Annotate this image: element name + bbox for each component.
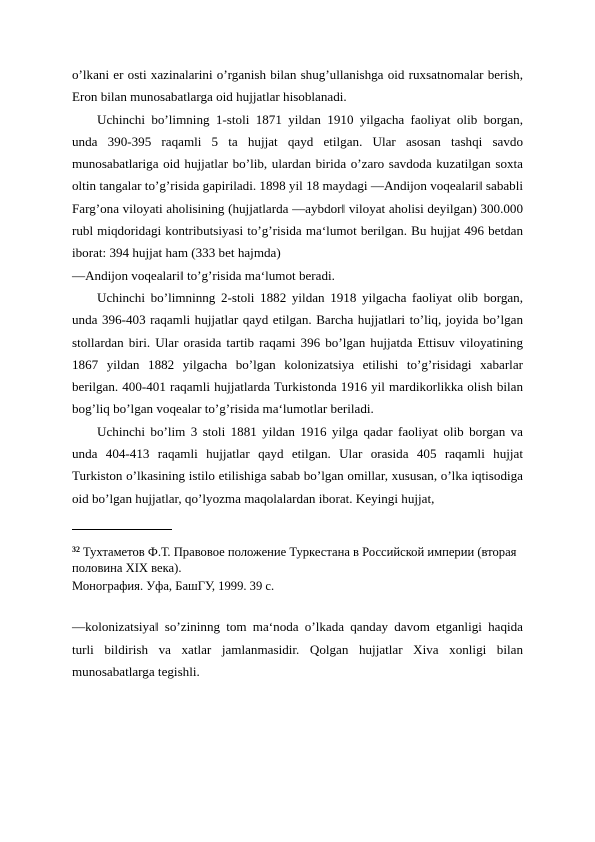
footnote (72, 542, 523, 577)
footnote-line2: Монография. Уфа, БашГУ, 1999. 39 с. (72, 578, 275, 593)
footnote-text: Тухтаметов Ф.Т. Правовое положение Туркестана в Российской империи (вторая половина XIX века). (72, 544, 517, 575)
paragraph-after-footnote: ―kolonizatsiya‖ so’zininng tom ma‘noda o’lkada qanday davom etganligi haqida turli bildirish va xatlar jamlanmasidir. Qolgan hujjatlar Xiva xonligi bilan munosabatlarga tegishli. (72, 619, 523, 679)
paragraph-section3-table1: Uchinchi bo’limning 1-stoli 1871 yildan 1910 yilgacha faoliyat olib borgan, unda 390-395 raqamli 5 ta hujjat qayd etilgan. Ular asosan tashqi savdo munosabatlariga oid hujjatlar bo’lib, ulardan birida o’zaro savdoda kuzatilgan soxta oltin tangalar to’g’risida gapiriladi. 1898 yil 18 maydagi ―Andijon voqealari‖ sababli Farg’ona viloyati aholisining (hujjatlarda ―aybdor‖ viloyat aholisi deyilgan) 300.000 rubl miqdoridagi kontributsiyasi to’g’risida ma‘lumot berilgan. Bu hujjat 496 betdan iborat: 394 hujjat ham (333 bet hajmda) (72, 111, 523, 261)
paragraph-section3-table2: Uchinchi bo’limninng 2-stoli 1882 yildan 1918 yilgacha faoliyat olib borgan, unda 396-403 raqamli hujjatlar qayd etilgan. Barcha hujjatlari to’liq, joyida bo’lgan stollardan biri. Ular orasida tartib raqami 396 bo’lgan hujjatda Ettisuv viloyatining 1867 yildan 1882 yilgacha bo’lgan kolonizatsiya etilishi to’g’risidagi xabarlar berilgan. 400-401 raqamli hujjatlarda Turkistonda 1916 yil mardikorlikka olish bilan bog’liq bo’lgan voqealar to’g’risida ma‘lumotlar beriladi. (72, 289, 523, 417)
paragraph-section3-table3: Uchinchi bo’lim 3 stoli 1881 yildan 1916 yilga qadar faoliyat olib borgan va unda 404-413 raqamli hujjatlar qayd etilgan. Ular orasida 405 raqamli hujjat Turkiston o’lkasining istilo etilishiga sabab bo’lgan omillar, xususan, o’lka iqtisodiga oid bo’lgan hujjatlar, qo’lyozma maqolalardan iborat. Keyingi hujjat, (72, 423, 523, 506)
footnote-number: 32 (72, 544, 80, 554)
footnote-divider (72, 529, 172, 530)
document-page (72, 64, 523, 683)
paragraph-continuation: o’lkani er osti xazinalarini o’rganish bilan shug’ullanishga oid ruxsatnomalar berish, Eron bilan munosabatlarga oid hujjatlar hisoblanadi. (72, 67, 523, 105)
paragraph-andijon-line: ―Andijon voqealari‖ to’g’risida ma‘lumot beradi. (72, 267, 335, 283)
